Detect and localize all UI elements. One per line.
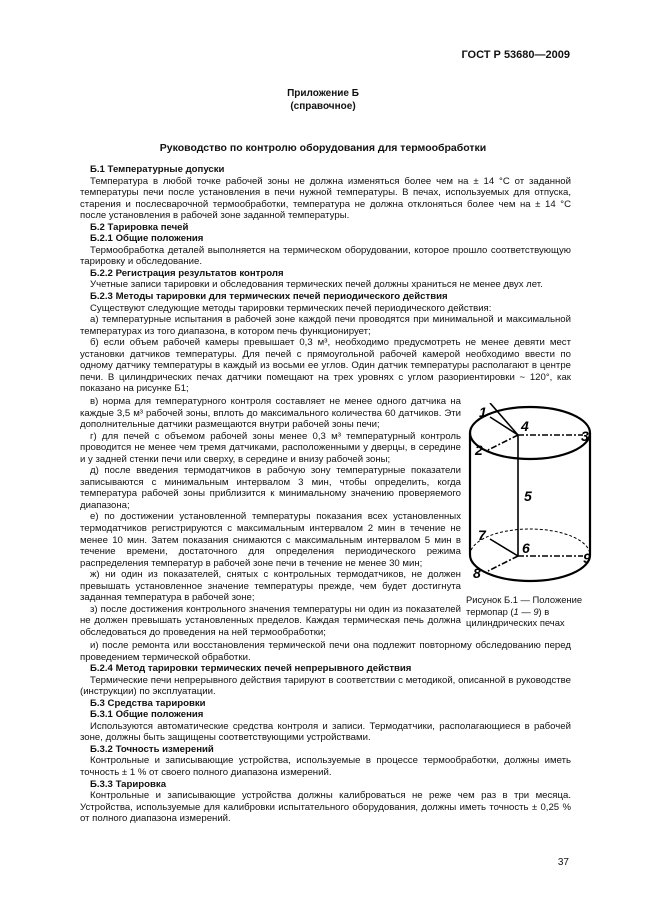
paragraph: д) после введения термодатчиков в рабочую зону температурные показатели записываются с минимальным интервалом 3 мин, чтобы определить, когда температура рабочей зоны приблизится к минимальному значению проверяемого диапазона; bbox=[80, 465, 461, 511]
caption-range: 1 — 9 bbox=[513, 605, 539, 617]
paragraph: Термические печи непрерывного действия тарируют в соответствии с методикой, описанной в руководстве (инструкции) по эксплуатации. bbox=[80, 674, 571, 698]
paragraph: Термообработка деталей выполняется на термическом оборудовании, которое прошло соответствующую тарировку и обследование. bbox=[80, 244, 571, 268]
thermocouple-label-4: 4 bbox=[521, 418, 529, 434]
page-number: 37 bbox=[557, 857, 569, 868]
paragraph: а) температурные испытания в рабочей зоне каждой печи проводятся при минимальной и максимальной температурах из того диапазона, в котором печь функционирует; bbox=[80, 314, 571, 337]
paragraph: г) для печей с объемом рабочей зоны менее 0,3 м³ температурный контроль проводится не менее чем тремя датчиками, расположенными у дверцы, в середине и у задней стенки печи или сверху, в середине и внизу рабочей зоны; bbox=[80, 430, 461, 465]
thermocouple-label-7: 7 bbox=[478, 527, 486, 543]
section-heading: Б.2.1 Общие положения bbox=[90, 233, 204, 245]
thermocouple-label-9: 9 bbox=[583, 550, 591, 566]
section-heading: Б.3.1 Общие положения bbox=[90, 709, 204, 721]
section-heading: Б.3.3 Тарировка bbox=[90, 778, 167, 790]
thermocouple-label-8: 8 bbox=[473, 565, 481, 581]
paragraph: е) по достижении установленной температуры показания всех установленных термодатчиков регистрируются с максимальным интервалом 2 мин в течение не менее 10 мин. Затем показания снимаются с максимальным интервалом 5 мин в течение времени, достаточного для определения периодического режима распределения температур в рабочей зоне печи в течение не менее 30 мин; bbox=[80, 511, 461, 569]
appendix-note: (справочное) bbox=[290, 100, 356, 112]
section-heading: Б.2.3 Методы тарировки для термических печей периодического действия bbox=[90, 291, 448, 303]
paragraph: Контрольные и записывающие устройства должны калиброваться не реже чем раз в три месяца. Устройства, используемые для калибровки испытательного оборудования, должны иметь точность ± 0,25 % от полного диапазона измерений. bbox=[80, 790, 571, 825]
section-heading: Б.2 Тарировка печей bbox=[90, 221, 189, 233]
text-section-top bbox=[80, 164, 571, 395]
thermocouple-label-5: 5 bbox=[524, 488, 532, 504]
text-section-middle bbox=[80, 396, 461, 638]
section-heading: Б.2.2 Регистрация результатов контроля bbox=[90, 267, 284, 279]
paragraph: Контрольные и записывающие устройства, используемые в процессе термообработки, должны иметь точность ± 1 % от своего полного диапазона измерений. bbox=[80, 755, 571, 779]
section-heading: Б.2.4 Метод тарировки термических печей непрерывного действия bbox=[90, 663, 412, 675]
cylinder-diagram bbox=[463, 403, 598, 588]
figure-caption bbox=[466, 594, 603, 629]
text-section-bottom bbox=[80, 640, 571, 825]
paragraph: и) после ремонта или восстановления термической печи она подлежит повторному обследованию перед проведением термической обработки. bbox=[80, 640, 571, 663]
paragraph: з) после достижения контрольного значения температуры ни один из показателей не должен превышать установленных пределов. Каждая термическая печь должна обследоваться до проведения на ней термообработки; bbox=[80, 603, 461, 638]
section-heading: Б.3 Средства тарировки bbox=[90, 697, 206, 709]
paragraph: Учетные записи тарировки и обследования термических печей должны храниться не менее двух лет. bbox=[90, 279, 543, 291]
paragraph: б) если объем рабочей камеры превышает 0,3 м³, необходимо предусмотреть не менее девяти мест установки датчиков температуры. Для печей с прямоугольной рабочей камерой необходимо ввести по одному датчику температуры в каждый из восьми ее углов. Один датчик температуры располагают в центре печи. В цилиндрических печах датчики помещают на трех уровнях с углом разориентировки ~ 120°, как показано на рисунке Б1; bbox=[80, 337, 571, 395]
document-standard-number: ГОСТ Р 53680—2009 bbox=[461, 49, 570, 61]
paragraph: Используются автоматические средства контроля и записи. Термодатчики, располагающиеся в рабочей зоне, должны быть защищены соответствующими устройствами. bbox=[80, 720, 571, 744]
figure-b1 bbox=[463, 403, 603, 629]
caption-text: Рисунок Б.1 — Положение термопар ( bbox=[466, 594, 583, 617]
paragraph: в) норма для температурного контроля составляет не менее одного датчика на каждые 3,5 м³ рабочей зоны, вплоть до максимального количества 60 датчиков. Эти дополнительные датчики размещаются внутри рабочей зоны печи; bbox=[80, 396, 461, 431]
appendix-title: Приложение Б bbox=[287, 88, 359, 99]
page-title: Руководство по контролю оборудования для термообработки bbox=[159, 142, 487, 154]
thermocouple-label-1: 1 bbox=[479, 404, 487, 420]
caption-text-end: ) в цилиндрических печах bbox=[466, 605, 565, 629]
thermocouple-label-3: 3 bbox=[581, 428, 589, 444]
paragraph: Существуют следующие методы тарировки термических печей периодического действия: bbox=[90, 302, 492, 314]
paragraph: ж) ни один из показателей, снятых с контрольных термодатчиков, не должен превышать установленное значение температуры прежде, чем будет достигнута заданная температура в рабочей зоне; bbox=[80, 569, 461, 604]
thermocouple-label-2: 2 bbox=[475, 442, 483, 458]
section-heading: Б.3.2 Точность измерений bbox=[90, 743, 214, 755]
paragraph: Температура в любой точке рабочей зоны не должна изменяться более чем на ± 14 °С от заданной температуры печи после установления в печи нужной температуры. В печах, используемых для отпуска, старения и послесварочной термообработки, температура не должна отклоняться более чем на ± 14 °С после установления в рабочей зоне заданной температуры. bbox=[80, 175, 571, 222]
section-heading: Б.1 Температурные допуски bbox=[90, 164, 225, 175]
thermocouple-label-6: 6 bbox=[522, 540, 530, 556]
appendix-heading bbox=[0, 88, 646, 113]
